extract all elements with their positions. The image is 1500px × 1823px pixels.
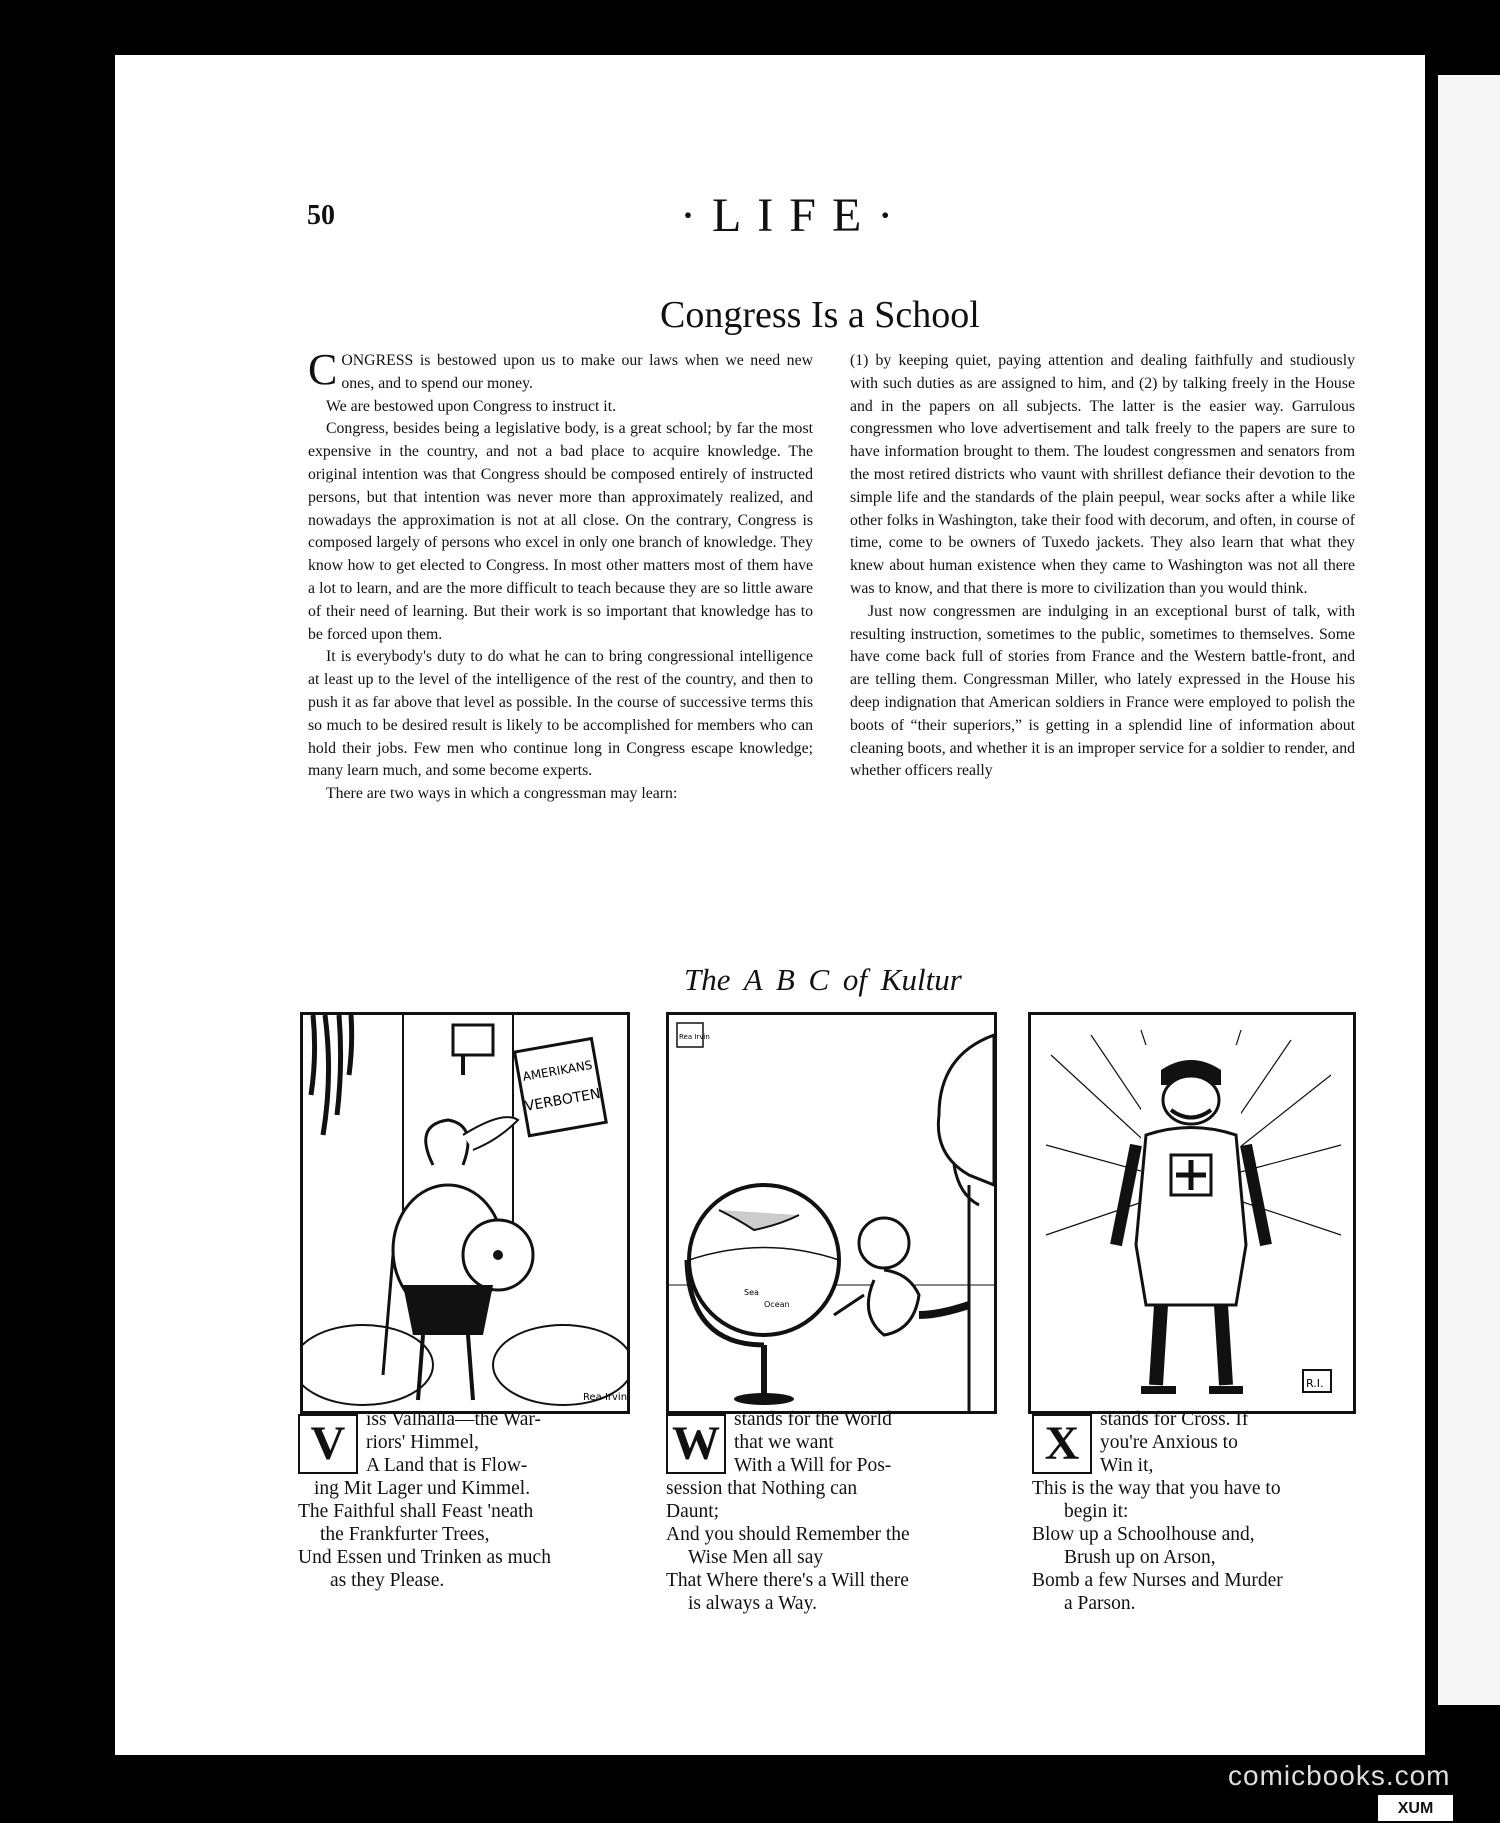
- facing-page-edge: [1438, 75, 1500, 1705]
- verse-x: [1032, 1408, 1362, 1615]
- paragraph: It is everybody's duty to do what he can to bring congressional intelligence at least up to the level of the intelligence of the rest of the country, and then to push it as far above that level as possible. In the course of successive terms this so much to be desired result is likely to be accomplished for members who can hold their jobs. Few men who continue long in Congress escape knowledge; many learn much, and some become experts.: [308, 648, 813, 780]
- verse-line: Wise Men all say: [688, 1547, 824, 1568]
- globe-illustration: [669, 1015, 994, 1411]
- verse-line: ing Mit Lager und Kimmel.: [314, 1478, 531, 1499]
- paragraph: Congress, besides being a legislative body, is a great school; by far the most expensive in the country, and not a bad place to acquire knowledge. The original intention was that Congress should be composed entirely of instructed persons, but that intention was never more than approximately realized, and nowadays the approximation is not at all close. On the contrary, Congress is composed largely of persons who excel in only one branch of knowledge. They know how to get elected to Congress. In most other matters most of them have a lot to learn, and are the more difficult to teach because they are so little aware of their need of learning. But their work is so important that knowledge has to be forced upon them.: [308, 420, 813, 643]
- feature-title: The A B C of Kultur: [684, 962, 962, 997]
- verse-line: iss Valhalla—the War-: [366, 1409, 541, 1430]
- sign-text: AMERIKANS: [521, 1057, 594, 1084]
- paragraph: (1) by keeping quiet, paying attention and dealing faithfully and studiously with such duties as are assigned to him, and (2) by talking freely in the House and in the papers on all subjects. The latter is the easier way. Garrulous congressmen who love advertisement and talk freely to the papers are sure to have information brought to them. The loudest congressmen and senators from the most retired districts who vaunt with shrillest defiance their devotion to the simple life and the standards of the plain peepul, wear socks after a while like other folks in Washington, take their food with decorum, and often, in course of time, come to be owners of Tuxedo jackets. They also learn that what they knew about human existence when they came to Washington was not all there was to know, and that there is more to civilization than you would think.: [850, 352, 1355, 597]
- masthead: ·LIFE·: [680, 189, 910, 242]
- article-left-column: [308, 345, 813, 806]
- watermark: comicbooks.com: [1228, 1760, 1451, 1791]
- verse-line: begin it:: [1064, 1501, 1129, 1522]
- verse-line: Daunt;: [666, 1501, 720, 1522]
- article-title: Congress Is a School: [660, 294, 980, 336]
- page-number: 50: [307, 200, 335, 231]
- verse-line: Bomb a few Nurses and Murder: [1032, 1570, 1283, 1591]
- article-right-column: [850, 350, 1355, 783]
- verse-line: is always a Way.: [688, 1593, 817, 1614]
- verse-v: [298, 1408, 628, 1592]
- cartoon-panel-valkyrie: [300, 1012, 630, 1414]
- verse-line: And you should Remember the: [666, 1524, 910, 1545]
- verse-line: stands for Cross. If: [1100, 1409, 1249, 1430]
- sign-text: VERBOTEN: [523, 1085, 602, 1115]
- verse-initial: X: [1032, 1414, 1092, 1474]
- verse-line: Und Essen und Trinken as much: [298, 1547, 551, 1568]
- artist-signature: Rea Irvin: [583, 1392, 627, 1403]
- drop-cap: C: [308, 345, 338, 394]
- verse-line: session that Nothing can: [666, 1478, 858, 1499]
- paragraph: There are two ways in which a congressman may learn:: [326, 785, 678, 803]
- verse-line: A Land that is Flow-: [366, 1455, 528, 1476]
- paragraph: Just now congressmen are indulging in an exceptional burst of talk, with resulting instruction, sometimes to the public, sometimes to themselves. Some have come back full of stories from France and the Western battle-front, and are telling them. Congressman Miller, who lately expressed in the House his deep indignation that American soldiers in France were employed to polish the boots of “their superiors,” is getting in a splendid line of information about cleaning boots, and whether it is an improper service for a soldier to render, and whether officers really: [850, 602, 1355, 780]
- paragraph: CONGRESS is bestowed upon us to make our laws when we need new ones, and to spend our money.: [308, 345, 813, 394]
- cartoon-panel-soldier: [1028, 1012, 1356, 1414]
- paragraph: We are bestowed upon Congress to instruct it.: [326, 397, 617, 415]
- verse-line: With a Will for Pos-: [734, 1455, 892, 1476]
- verse-line: a Parson.: [1064, 1593, 1136, 1614]
- cartoon-panel-globe: [666, 1012, 997, 1414]
- verse-initial: W: [666, 1414, 726, 1474]
- artist-signature: R.I.: [1306, 1377, 1324, 1390]
- verse-line: Win it,: [1100, 1455, 1154, 1476]
- globe-label: Ocean: [764, 1300, 790, 1309]
- verse-line: you're Anxious to: [1100, 1432, 1238, 1453]
- verse-line: that we want: [734, 1432, 834, 1453]
- verse-line: That Where there's a Will there: [666, 1570, 909, 1591]
- verse-line: stands for the World: [734, 1409, 892, 1430]
- verse-line: as they Please.: [330, 1570, 445, 1591]
- verse-initial: V: [298, 1414, 358, 1474]
- artist-signature: Rea Irvin: [679, 1033, 710, 1041]
- archive-stamp: XUM: [1378, 1795, 1453, 1821]
- verse-line: The Faithful shall Feast 'neath: [298, 1501, 534, 1522]
- verse-line: Brush up on Arson,: [1064, 1547, 1216, 1568]
- verse-line: the Frankfurter Trees,: [320, 1524, 490, 1545]
- verse-line: riors' Himmel,: [366, 1432, 479, 1453]
- verse-w: [666, 1408, 996, 1615]
- verse-line: This is the way that you have to: [1032, 1478, 1281, 1499]
- soldier-illustration: [1031, 1015, 1353, 1411]
- verse-line: Blow up a Schoolhouse and,: [1032, 1524, 1255, 1545]
- valkyrie-illustration: [303, 1015, 627, 1411]
- globe-label: Sea: [744, 1288, 759, 1297]
